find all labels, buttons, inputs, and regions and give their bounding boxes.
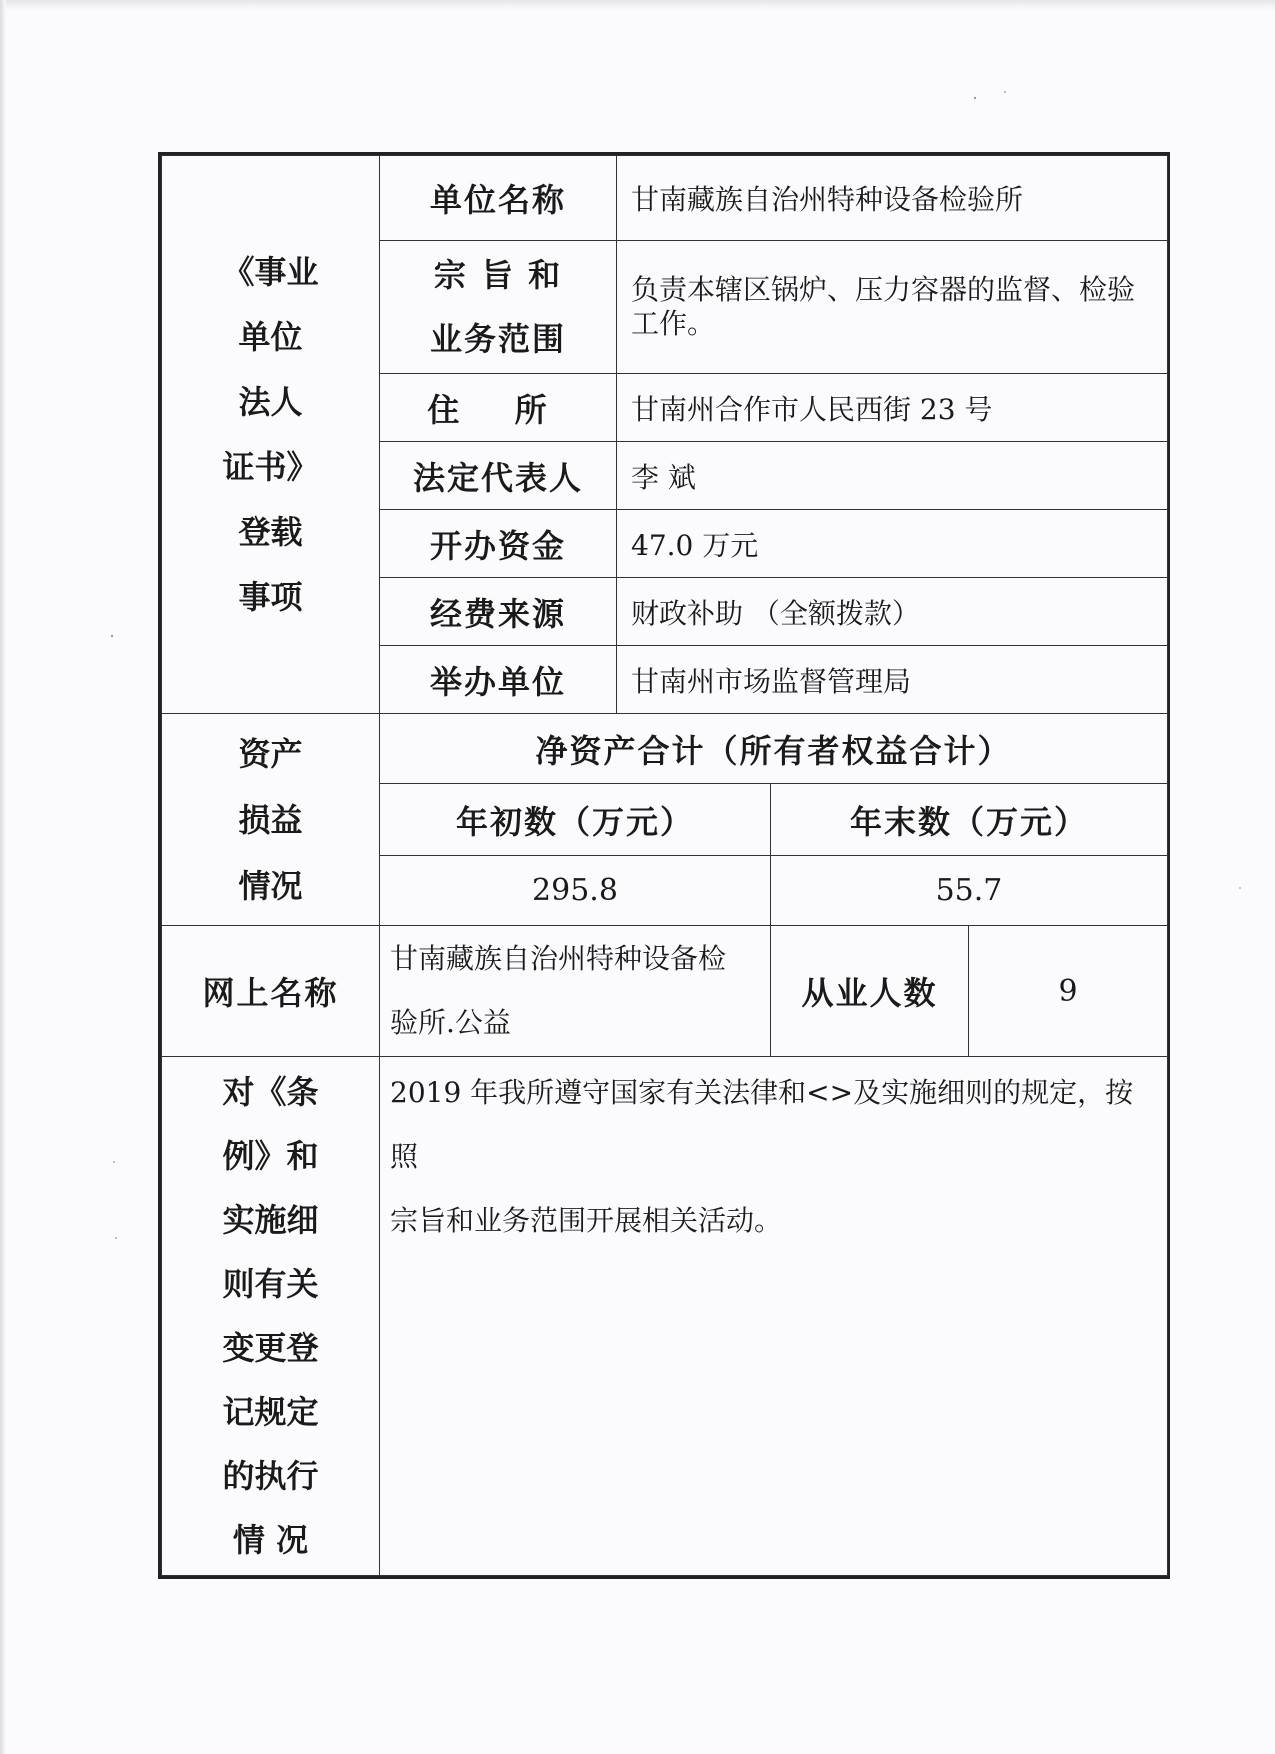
online-name-label: 网上名称: [162, 926, 380, 1057]
sponsor-unit-value: 甘南州市场监督管理局: [617, 646, 1168, 714]
registration-title-line: 《事业: [222, 252, 319, 291]
assets-title-line: 损益: [238, 800, 303, 839]
address-value: 甘南州合作市人民西街 23 号: [617, 374, 1168, 442]
unit-name-label: 单位名称: [380, 156, 617, 241]
registration-title-line: 登载: [238, 512, 303, 551]
funding-value: 47.0 万元: [617, 510, 1168, 578]
assets-title-line: 资产: [238, 734, 303, 773]
execution-text-line: 2019 年我所遵守国家有关法律和<>及实施细则的规定，按照: [390, 1076, 1134, 1173]
begin-year-label: 年初数（万元）: [380, 784, 771, 856]
funding-source-label: 经费来源: [380, 578, 617, 646]
registration-title-line: 证书》: [222, 447, 319, 486]
assets-section-title: [162, 714, 380, 926]
execution-title-line: 的执行: [222, 1457, 319, 1495]
execution-section-title: [162, 1057, 380, 1576]
execution-title-line: 则有关: [222, 1265, 319, 1303]
execution-text-line: 宗旨和业务范围开展相关活动。: [390, 1204, 783, 1237]
funding-label: 开办资金: [380, 510, 617, 578]
registration-title-line: 事项: [238, 577, 303, 616]
execution-title-line: 实施细: [222, 1201, 319, 1239]
legal-rep-label: 法定代表人: [380, 442, 617, 510]
begin-year-value: 295.8: [380, 856, 771, 926]
staff-count-value: 9: [969, 926, 1168, 1057]
address-label: 住 所: [380, 374, 617, 442]
online-name-line: 验所.公益: [390, 1006, 511, 1039]
purpose-label-line: 宗 旨 和: [433, 256, 563, 294]
annual-report-table: [158, 152, 1170, 1579]
execution-title-line: 记规定: [222, 1393, 319, 1431]
end-year-label: 年末数（万元）: [771, 784, 1168, 856]
execution-title-line: 例》和: [222, 1137, 319, 1175]
online-name-line: 甘南藏族自治州特种设备检: [390, 942, 727, 975]
staff-count-label: 从业人数: [771, 926, 969, 1057]
purpose-label-line: 业务范围: [429, 320, 566, 358]
unit-name-value: 甘南藏族自治州特种设备检验所: [617, 156, 1168, 241]
execution-title-line: 情 况: [232, 1521, 309, 1559]
registration-title-line: 单位: [238, 317, 303, 356]
sponsor-unit-label: 举办单位: [380, 646, 617, 714]
registration-title-line: 法人: [238, 382, 303, 421]
purpose-scope-value: 负责本辖区锅炉、压力容器的监督、检验工作。: [617, 241, 1168, 374]
execution-text: [380, 1057, 1168, 1576]
net-assets-header: 净资产合计（所有者权益合计）: [380, 714, 1168, 784]
funding-source-value: 财政补助 （全额拨款）: [617, 578, 1168, 646]
legal-rep-value: 李 斌: [617, 442, 1168, 510]
online-name-value: [380, 926, 771, 1057]
execution-title-line: 变更登: [222, 1329, 319, 1367]
end-year-value: 55.7: [771, 856, 1168, 926]
assets-title-line: 情况: [238, 866, 303, 905]
registration-section-title: [162, 156, 380, 714]
execution-title-line: 对《条: [222, 1073, 319, 1111]
purpose-scope-label: [380, 241, 617, 374]
